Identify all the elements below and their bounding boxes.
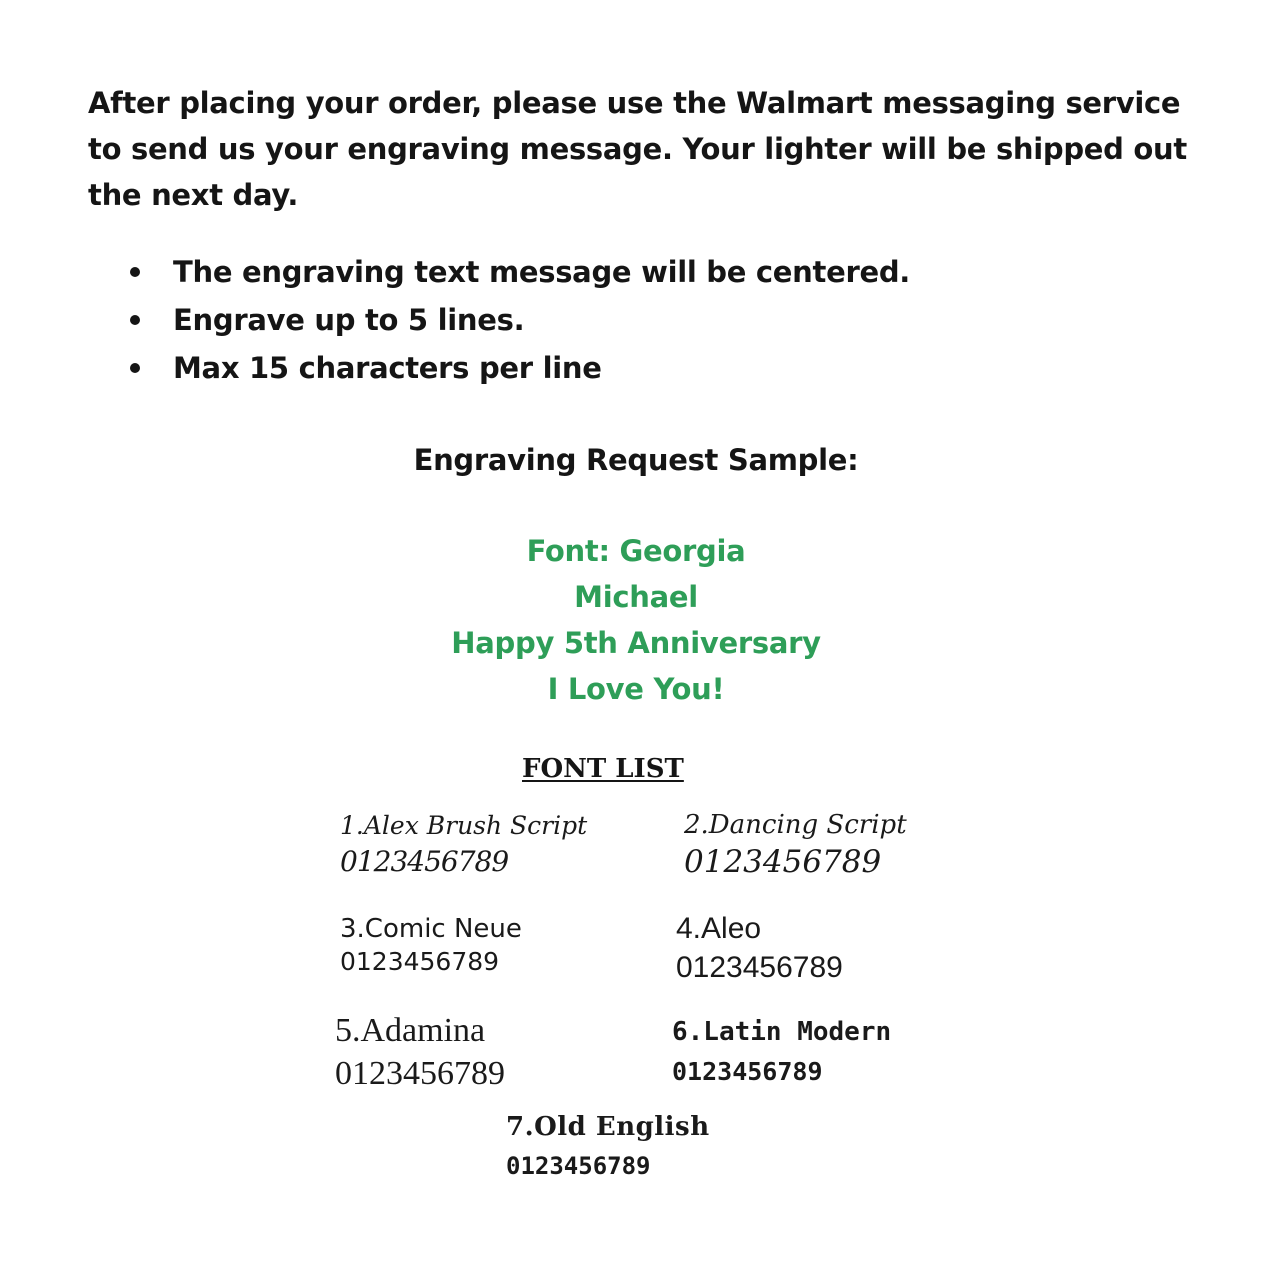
font-name: 4.Aleo	[676, 912, 762, 945]
font-digits: 0123456789	[335, 1055, 505, 1092]
list-item	[130, 250, 910, 298]
font-digits: 0123456789	[506, 1152, 651, 1180]
font-sample-latin-modern	[672, 1014, 891, 1094]
font-name: 2.Dancing Script	[684, 810, 907, 840]
rule-text: Engrave up to 5 lines.	[173, 303, 525, 337]
font-digits: 0123456789	[676, 951, 843, 984]
bullet-icon	[130, 315, 140, 325]
font-digits: 0123456789	[684, 844, 882, 880]
sample-message	[0, 528, 1272, 712]
sample-line: I Love You!	[547, 672, 725, 706]
font-list-title: FONT LIST	[522, 754, 684, 784]
font-sample-comic-neue	[340, 912, 522, 978]
rule-text: The engraving text message will be centered.	[173, 255, 910, 289]
font-sample-alex-brush	[340, 810, 587, 882]
font-sample-adamina	[335, 1010, 505, 1096]
font-digits: 0123456789	[672, 1057, 823, 1086]
font-sample-aleo	[676, 910, 843, 988]
font-digits: 0123456789	[340, 845, 509, 878]
font-sample-old-english	[506, 1108, 710, 1186]
sample-line: Happy 5th Anniversary	[451, 626, 821, 660]
engraving-rules-list	[130, 250, 910, 394]
rule-text: Max 15 characters per line	[173, 351, 602, 385]
list-item	[130, 298, 910, 346]
font-name: 6.Latin Modern	[672, 1017, 892, 1047]
sample-line: Font: Georgia	[526, 534, 746, 568]
font-name: 7.Old English	[506, 1112, 710, 1142]
font-sample-dancing-script	[684, 808, 907, 882]
bullet-icon	[130, 363, 140, 373]
font-name: 1.Alex Brush Script	[340, 811, 588, 840]
bullet-icon	[130, 267, 140, 277]
intro-paragraph: After placing your order, please use the Walmart messaging service to send us your engraving message. Your lighter will be shipped out the next day.	[88, 86, 1187, 212]
sample-line: Michael	[574, 580, 698, 614]
font-digits: 0123456789	[340, 947, 500, 976]
font-name: 3.Comic Neue	[340, 914, 522, 944]
list-item	[130, 346, 910, 394]
font-name: 5.Adamina	[335, 1012, 486, 1049]
sample-heading: Engraving Request Sample:	[413, 443, 859, 477]
